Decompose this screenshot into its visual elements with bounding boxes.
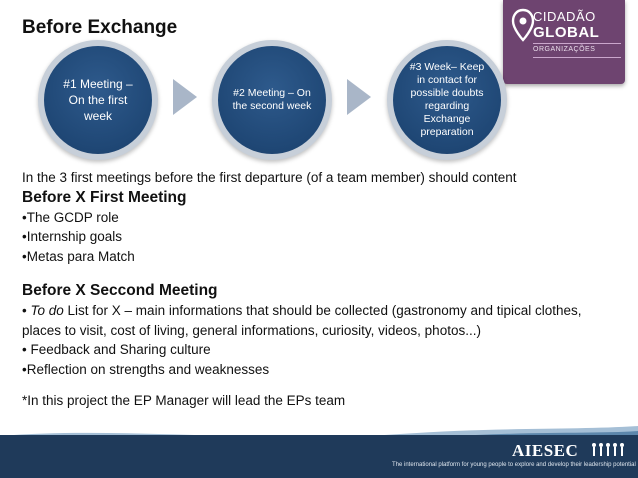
arrow-right-icon bbox=[173, 79, 197, 115]
step-label-3: #3 Week– Keep in contact for possible doubts regarding Exchange preparation bbox=[409, 61, 485, 138]
intro-text: In the 3 first meetings before the first departure (of a team member) should content bbox=[22, 170, 517, 185]
people-icon bbox=[590, 442, 630, 458]
step-circle-2 bbox=[212, 40, 332, 160]
section2-item: •Reflection on strengths and weaknesses bbox=[22, 361, 270, 377]
aiesec-logo: AIESEC bbox=[512, 441, 579, 460]
note-text: *In this project the EP Manager will lead the EPs team bbox=[22, 393, 346, 408]
footer-tagline: The international platform for young people to explore and develop their leadership potential bbox=[392, 462, 636, 468]
cidadao-global-logo bbox=[503, 0, 625, 84]
todo-italic: To do bbox=[30, 303, 64, 318]
step-label-1: #1 Meeting – On the first week bbox=[63, 77, 133, 123]
section1-item: •Internship goals bbox=[22, 229, 123, 244]
slide-title: Before Exchange bbox=[22, 17, 178, 38]
section1-item: •Metas para Match bbox=[22, 248, 135, 264]
arrow-right-icon bbox=[347, 79, 371, 115]
step-circle-3 bbox=[387, 40, 507, 160]
logo-text-cidadao: CIDADÃO bbox=[533, 9, 596, 24]
section1-heading: Before X First Meeting bbox=[22, 188, 187, 206]
location-pin-icon bbox=[511, 8, 535, 42]
logo-divider bbox=[533, 57, 621, 58]
section2-item: • Feedback and Sharing culture bbox=[22, 342, 211, 357]
logo-text-global: GLOBAL bbox=[533, 24, 600, 41]
logo-text-organizacoes: ORGANIZAÇÕES bbox=[533, 46, 596, 53]
todo-text: List for X – main informations that should be collected (gastronomy and tipical clothes, places to visit, cost of living, general informations, curiosity, videos, photos...) bbox=[22, 303, 582, 338]
section2-item-todo bbox=[22, 301, 622, 340]
step-label-2: #2 Meeting – On the second week bbox=[232, 87, 312, 112]
bullet: • bbox=[22, 303, 31, 318]
logo-divider bbox=[533, 43, 621, 44]
section2-heading: Before X Seccond Meeting bbox=[22, 282, 218, 299]
step-circle-1 bbox=[38, 40, 158, 160]
section1-item: •The GCDP role bbox=[22, 209, 119, 225]
body-text bbox=[22, 168, 622, 411]
